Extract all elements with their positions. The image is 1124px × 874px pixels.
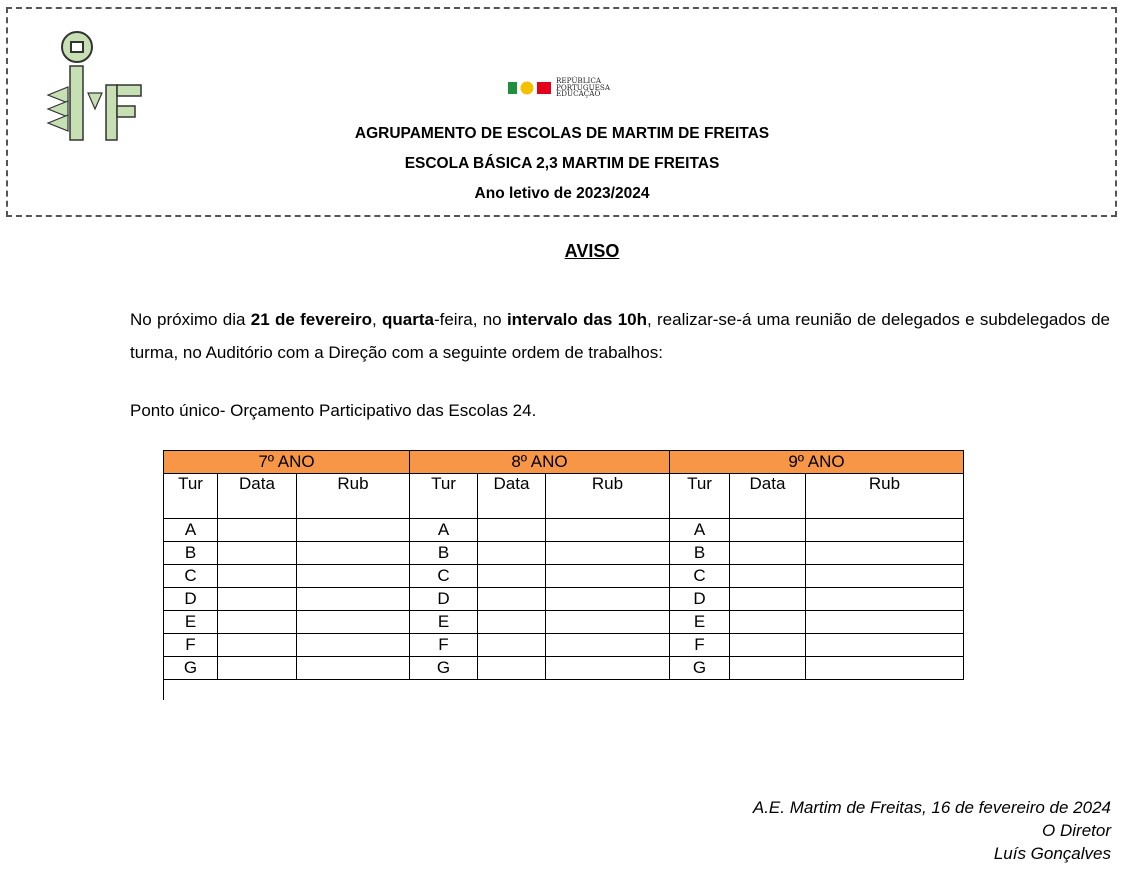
signature-cell[interactable] (806, 611, 964, 634)
table-row (164, 634, 964, 657)
date-cell[interactable] (730, 542, 806, 565)
signature-cell[interactable] (806, 657, 964, 680)
date-cell[interactable] (478, 588, 546, 611)
year-9-header: 9º ANO (670, 451, 964, 474)
signature-cell[interactable] (806, 519, 964, 542)
date-cell[interactable] (478, 565, 546, 588)
class-letter: B (410, 542, 478, 565)
col-tur: Tur (164, 474, 218, 519)
class-letter: E (164, 611, 218, 634)
signature-cell[interactable] (806, 634, 964, 657)
class-letter: F (164, 634, 218, 657)
table-row (164, 519, 964, 542)
class-letter: F (670, 634, 730, 657)
schedule-table (163, 450, 964, 680)
flag-icon (508, 80, 552, 96)
table-row (164, 542, 964, 565)
signature-cell[interactable] (297, 588, 410, 611)
class-letter: C (164, 565, 218, 588)
class-letter: G (164, 657, 218, 680)
para-text-3: -feira, no (433, 310, 507, 329)
signature-name: Luís Gonçalves (993, 844, 1111, 863)
signature-cell[interactable] (546, 519, 670, 542)
col-data: Data (218, 474, 297, 519)
signature-role: O Diretor (1042, 821, 1111, 840)
date-cell[interactable] (730, 565, 806, 588)
para-text-2: , (371, 310, 382, 329)
date-cell[interactable] (478, 634, 546, 657)
signature-cell[interactable] (297, 542, 410, 565)
signature-cell[interactable] (546, 588, 670, 611)
year-8-header: 8º ANO (410, 451, 670, 474)
date-cell[interactable] (478, 542, 546, 565)
date-cell[interactable] (478, 519, 546, 542)
para-time: intervalo das 10h (506, 310, 647, 329)
col-tur: Tur (670, 474, 730, 519)
signature-block (753, 796, 1111, 865)
class-letter: D (164, 588, 218, 611)
date-cell[interactable] (730, 634, 806, 657)
signature-cell[interactable] (546, 611, 670, 634)
para-text-4: , realizar-se-á uma reunião de delegados e subdelegados de turma, no Auditório com a Direção com a seguinte ordem de trabalhos: (130, 310, 1110, 362)
signature-cell[interactable] (297, 611, 410, 634)
table-row (164, 588, 964, 611)
date-cell[interactable] (730, 611, 806, 634)
para-date: 21 de fevereiro (250, 310, 372, 329)
class-letter: B (670, 542, 730, 565)
government-logo (508, 75, 610, 101)
col-tur: Tur (410, 474, 478, 519)
class-letter: B (164, 542, 218, 565)
class-letter: A (670, 519, 730, 542)
date-cell[interactable] (218, 565, 297, 588)
year-7-header: 7º ANO (164, 451, 410, 474)
date-cell[interactable] (478, 611, 546, 634)
signature-cell[interactable] (806, 542, 964, 565)
notice-paragraph (130, 303, 1110, 369)
class-letter: A (164, 519, 218, 542)
date-cell[interactable] (218, 542, 297, 565)
table-row (164, 611, 964, 634)
col-data: Data (730, 474, 806, 519)
notice-title: AVISO (564, 241, 620, 261)
date-cell[interactable] (218, 519, 297, 542)
table-edge-line (163, 678, 164, 700)
table-row (164, 565, 964, 588)
date-cell[interactable] (218, 588, 297, 611)
class-rows (164, 519, 964, 680)
signature-cell[interactable] (546, 542, 670, 565)
col-rub: Rub (806, 474, 964, 519)
date-cell[interactable] (730, 519, 806, 542)
signature-cell[interactable] (297, 519, 410, 542)
class-letter: C (410, 565, 478, 588)
col-rub: Rub (546, 474, 670, 519)
class-letter: F (410, 634, 478, 657)
school-name: ESCOLA BÁSICA 2,3 MARTIM DE FREITAS (404, 155, 720, 172)
date-cell[interactable] (730, 588, 806, 611)
signature-place-date: A.E. Martim de Freitas, 16 de fevereiro de 2024 (752, 798, 1111, 817)
agenda-item: Ponto único- Orçamento Participativo das Escolas 24. (130, 401, 537, 420)
gov-line1: REPÚBLICA (556, 76, 602, 86)
class-letter: D (410, 588, 478, 611)
signature-cell[interactable] (546, 565, 670, 588)
date-cell[interactable] (730, 657, 806, 680)
gov-line2: PORTUGUESA (556, 82, 611, 92)
signature-cell[interactable] (297, 565, 410, 588)
signature-cell[interactable] (806, 565, 964, 588)
signature-cell[interactable] (546, 657, 670, 680)
class-letter: D (670, 588, 730, 611)
class-letter: G (410, 657, 478, 680)
school-group-title: AGRUPAMENTO DE ESCOLAS DE MARTIM DE FREITAS (354, 125, 770, 142)
class-letter: E (670, 611, 730, 634)
col-rub: Rub (297, 474, 410, 519)
date-cell[interactable] (218, 611, 297, 634)
table-row (164, 657, 964, 680)
date-cell[interactable] (218, 657, 297, 680)
para-weekday: quarta (382, 310, 434, 329)
class-letter: A (410, 519, 478, 542)
signature-cell[interactable] (297, 634, 410, 657)
class-letter: C (670, 565, 730, 588)
signature-cell[interactable] (806, 588, 964, 611)
date-cell[interactable] (478, 657, 546, 680)
signature-cell[interactable] (297, 657, 410, 680)
school-year: Ano letivo de 2023/2024 (474, 185, 650, 202)
gov-line3: EDUCAÇÃO (556, 89, 601, 99)
para-text-1: No próximo dia (130, 310, 251, 329)
col-data: Data (478, 474, 546, 519)
class-letter: E (410, 611, 478, 634)
signature-cell[interactable] (546, 634, 670, 657)
date-cell[interactable] (218, 634, 297, 657)
class-letter: G (670, 657, 730, 680)
